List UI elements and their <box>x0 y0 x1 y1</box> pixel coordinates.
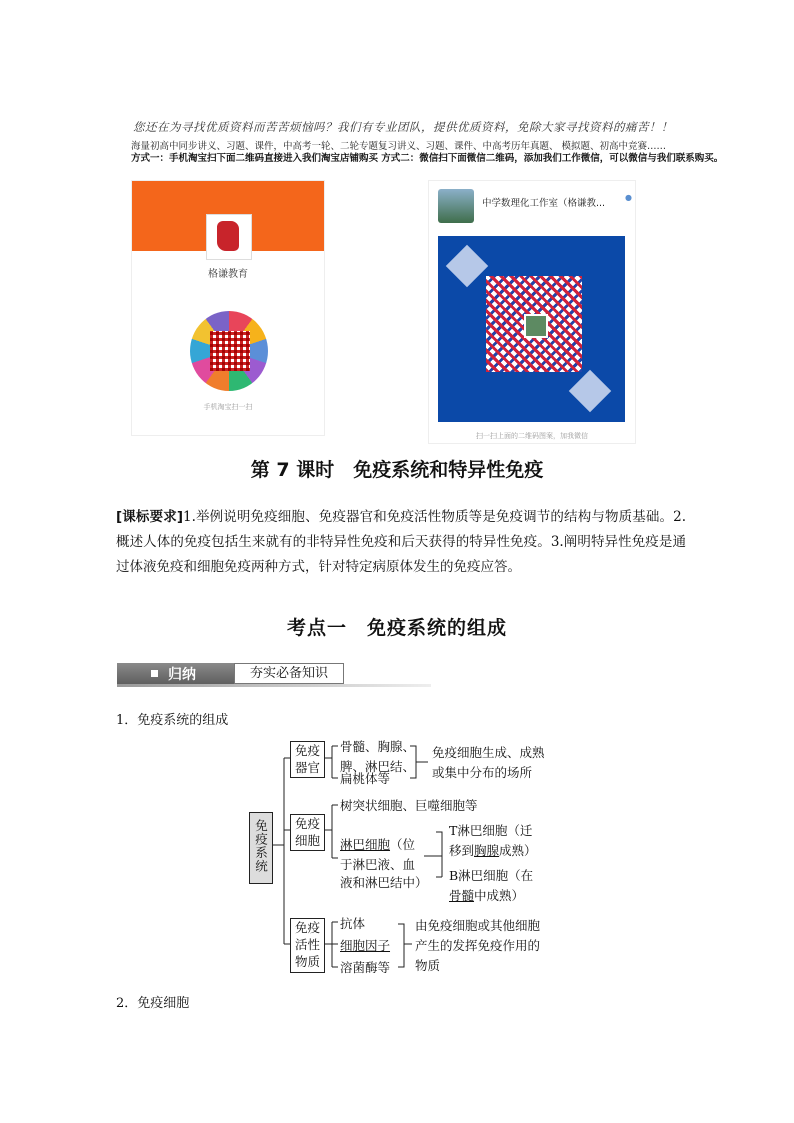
root-label: 免疫系统 <box>253 819 269 873</box>
thymus-term: 胸腺 <box>474 843 500 858</box>
substances-box: 免疫活性物质 <box>290 918 325 973</box>
t-cell-line-2 <box>449 840 537 861</box>
substances-desc-3: 物质 <box>415 958 441 973</box>
organs-box: 免疫器官 <box>290 741 325 778</box>
cells-box: 免疫细胞 <box>290 814 325 851</box>
item-heading-1: 1．免疫系统的组成 <box>116 713 229 728</box>
b-cell-line-1: B淋巴细胞（在 <box>449 868 534 883</box>
organs-desc-1: 免疫细胞生成、成熟 <box>432 745 545 760</box>
t-cell-mature: 成熟） <box>499 843 537 858</box>
lesson-title: 第 7 课时 免疫系统和特异性免疫 <box>250 459 544 481</box>
lymph-location-start: （位 <box>390 837 416 852</box>
b-cell-mature: 中成熟） <box>474 888 525 903</box>
substances-item-3: 溶菌酶等 <box>340 960 391 975</box>
wechat-scan-hint: 扫一扫上面的二维码图案，加我微信 <box>476 432 588 440</box>
shop-name: 格谦教育 <box>208 269 248 280</box>
b-cell-line-2 <box>449 885 524 906</box>
banner-light-label: 夯实必备知识 <box>234 663 344 684</box>
lymph-line-2: 于淋巴液、血 <box>340 857 416 872</box>
substances-desc-1: 由免疫细胞或其他细胞 <box>415 918 541 933</box>
shop-scan-hint: 手机淘宝扫一扫 <box>203 403 253 411</box>
organs-list-1: 骨髓、胸腺、 <box>340 739 416 754</box>
t-cell-moves: 移到 <box>449 843 475 858</box>
lymph-line-3: 液和淋巴结中） <box>340 875 428 890</box>
cells-item-1: 树突状细胞、巨噬细胞等 <box>340 798 478 813</box>
requirements-text: 1.举例说明免疫细胞、免疫器官和免疫活性物质等是免疫调节的结构与物质基础。2.概述人体的免疫包括生来就有的非特异性免疫和后天获得的特异性免疫。3.阐明特异性免疫是通过体液免疫和细胞免疫两种方式，针对特定病原体发生的免疫应答。 <box>116 509 686 575</box>
organs-desc-2: 或集中分布的场所 <box>432 765 533 780</box>
banner-dark-label: 归纳 <box>168 667 196 683</box>
substances-desc-2: 产生的发挥免疫作用的 <box>415 938 541 953</box>
organs-list-2: 脾、淋巴结、 <box>340 759 416 774</box>
lymphocyte-term: 淋巴细胞 <box>340 837 391 852</box>
ad-headline: 您还在为寻找优质资料而苦苦烦恼吗？我们有专业团队，提供优质资料，免除大家寻找资料的痛苦！！ <box>133 120 673 134</box>
item-heading-2: 2．免疫细胞 <box>116 996 190 1011</box>
ad-description: 海量初高中同步讲义、习题、课件，中高考一轮、二轮专题复习讲义、习题、课件、中高考历年真题、 模拟题、初高中竞赛…… <box>131 141 667 152</box>
substances-item-2: 细胞因子 <box>340 938 391 953</box>
substances-item-1: 抗体 <box>340 916 366 931</box>
lymph-line-1 <box>340 834 415 855</box>
organs-list-3: 扁桃体等 <box>340 771 391 786</box>
requirements-label: [课标要求] <box>116 509 183 525</box>
ad-purchase-methods: 方式一：手机淘宝扫下面二维码直接进入我们淘宝店铺购买 方式二：微信扫下面微信二维码，添加我们工作微信，可以微信与我们联系购买。 <box>131 153 724 164</box>
bone-marrow-term: 骨髓 <box>449 888 475 903</box>
diagram-root-box <box>249 812 273 884</box>
section-title: 考点一 免疫系统的组成 <box>286 617 507 639</box>
t-cell-line-1: T淋巴细胞（迁 <box>449 823 533 838</box>
wechat-account-name: 中学数理化工作室（格谦教... <box>482 198 606 209</box>
person-icon: ● <box>625 193 632 202</box>
